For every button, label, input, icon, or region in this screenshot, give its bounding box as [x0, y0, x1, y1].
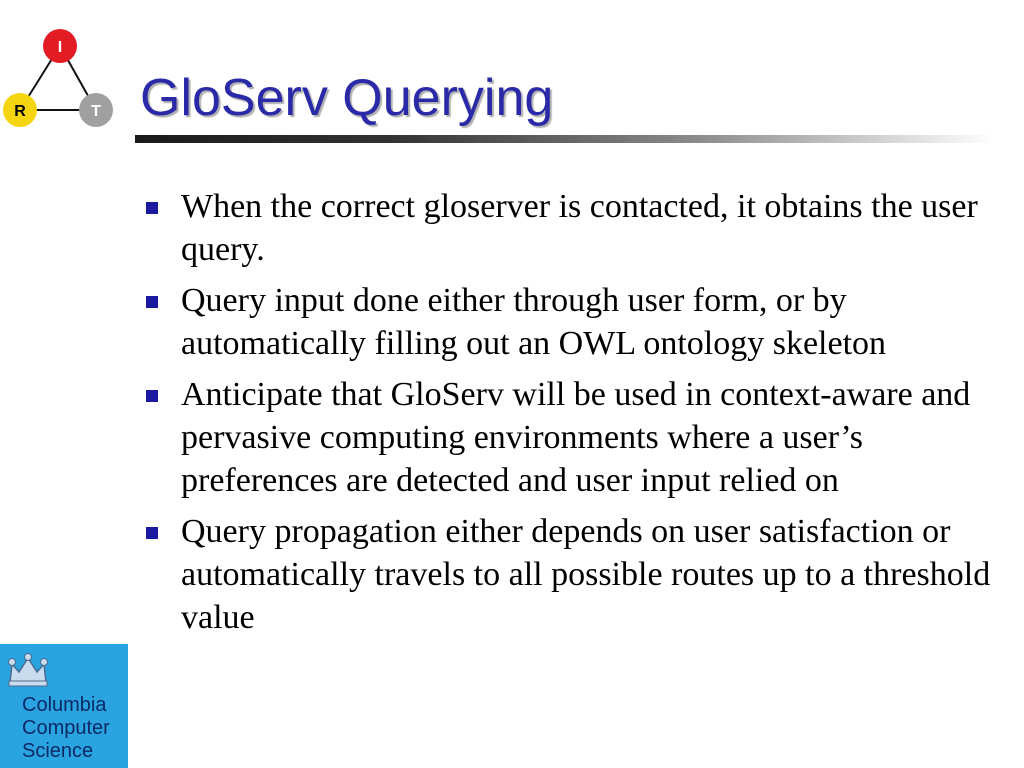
bullet-text: Query propagation either depends on user satisfaction or automatically travels to all possible routes up to a threshold value: [181, 513, 991, 636]
title-divider: [135, 135, 995, 143]
bullet-item: [143, 185, 1003, 271]
irt-lab-logo: [0, 26, 120, 136]
wordmark-line-3: Science: [22, 740, 94, 762]
square-bullet-icon: [146, 390, 158, 402]
bullet-list: [143, 185, 1003, 647]
bullet-item: [143, 279, 1003, 365]
square-bullet-icon: [146, 296, 158, 308]
square-bullet-icon: [146, 527, 158, 539]
columbia-cs-wordmark: [22, 694, 110, 763]
bullet-item: [143, 373, 1003, 502]
crown-icon: [6, 652, 50, 688]
bullet-text: When the correct gloserver is contacted, it obtains the user query.: [181, 188, 978, 268]
logo-label-r: R: [14, 103, 26, 120]
columbia-cs-logo: [0, 644, 128, 768]
wordmark-line-1: Columbia: [22, 694, 107, 716]
wordmark-line-2: Computer: [22, 717, 110, 739]
bullet-text: Query input done either through user form, or by automatically filling out an OWL ontology skeleton: [181, 282, 887, 362]
slide-title: GloServ Querying: [140, 69, 554, 127]
logo-label-t: T: [91, 103, 101, 120]
bullet-text: Anticipate that GloServ will be used in context-aware and pervasive computing environments where a user’s preferences are detected and user input relied on: [181, 376, 971, 499]
bullet-item: [143, 510, 1003, 639]
logo-label-i: I: [57, 39, 63, 56]
square-bullet-icon: [146, 202, 158, 214]
